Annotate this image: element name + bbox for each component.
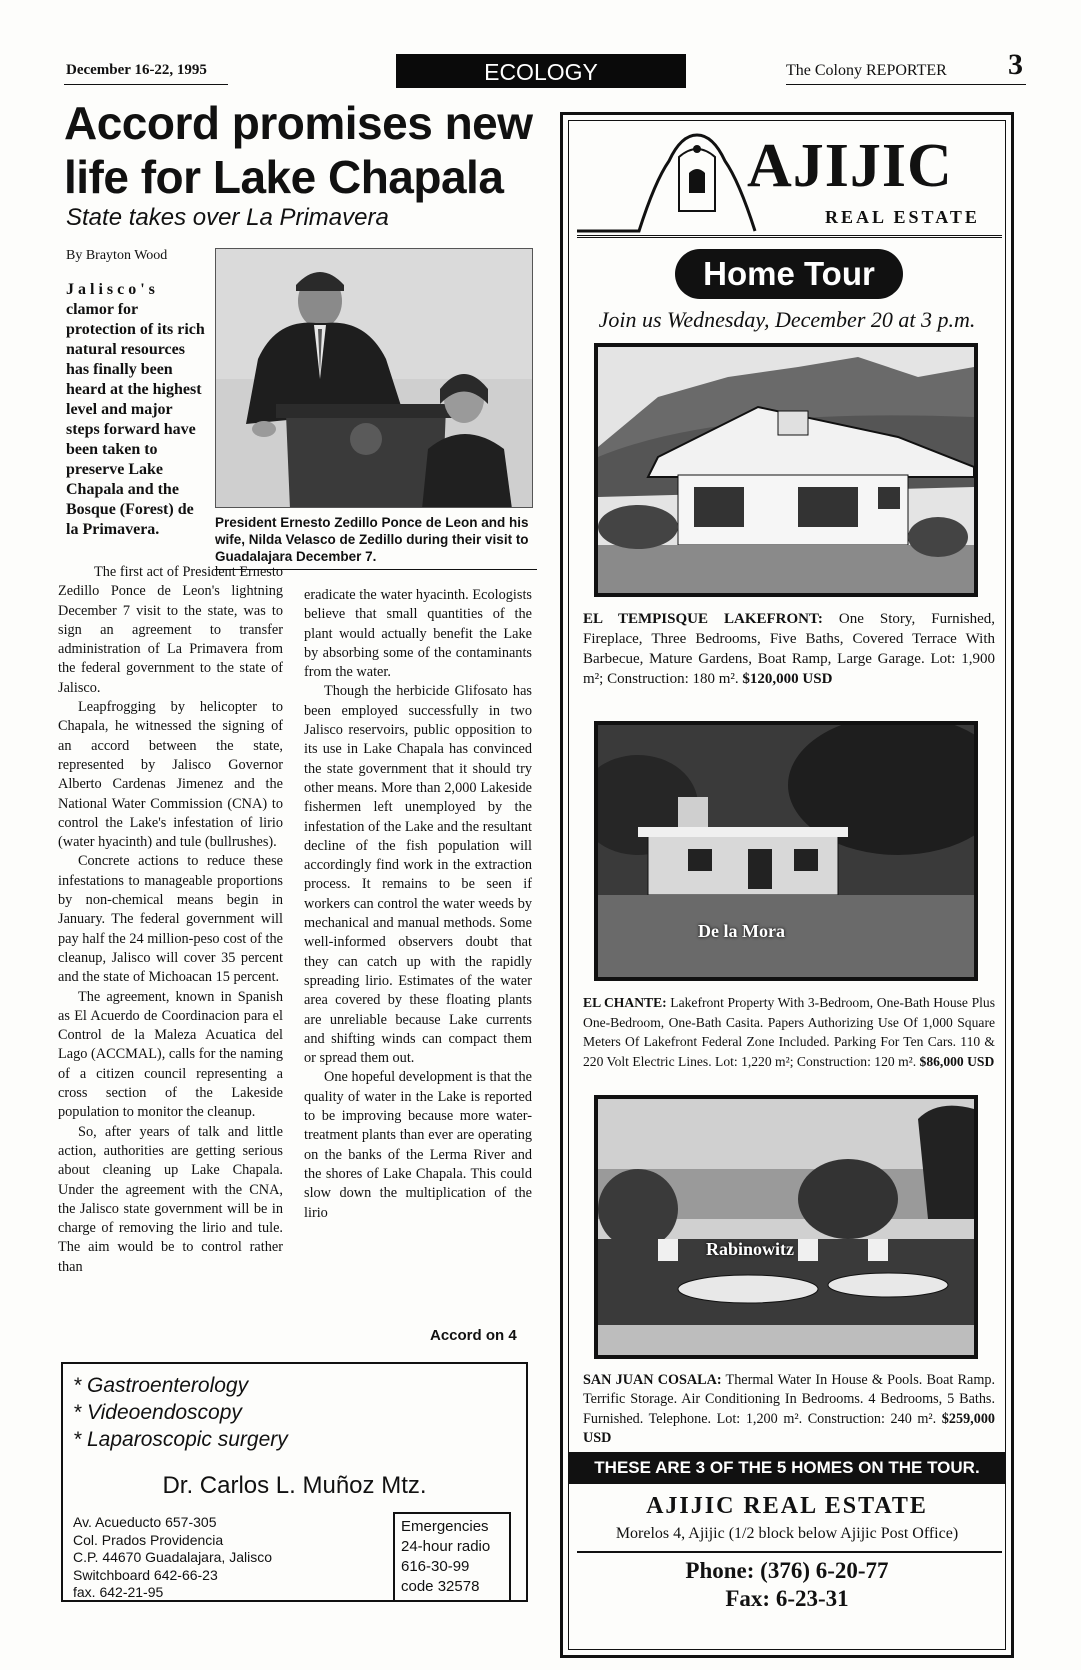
agency-phone: Phone: (376) 6-20-77 — [685, 1558, 889, 1583]
listing-name: EL TEMPISQUE LAKEFRONT: — [583, 611, 823, 627]
listing-photo-tempisque — [594, 343, 978, 597]
agency-logo-name: AJIJIC — [747, 132, 953, 200]
issue-date: December 16-22, 1995 — [66, 62, 207, 78]
tour-banner: THESE ARE 3 OF THE 5 HOMES ON THE TOUR. — [569, 1452, 1005, 1484]
president-photo-illustration — [216, 249, 533, 508]
doctor-name: Dr. Carlos L. Muñoz Mtz. — [162, 1472, 427, 1499]
emergency-line: Emergencies — [401, 1518, 489, 1535]
tour-date: Join us Wednesday, December 20 at 3 p.m. — [598, 307, 976, 332]
president-photo — [215, 248, 533, 508]
real-estate-ad — [560, 112, 1014, 1658]
byline: By Brayton Wood — [66, 248, 168, 263]
listing-description — [583, 1371, 995, 1448]
listing-name: SAN JUAN COSALA: — [583, 1372, 722, 1388]
listing-price: $86,000 USD — [919, 1053, 995, 1069]
paragraph: One hopeful development is that the quality of water in the Lake is reported to be improving because more water-treatment plants than ever are operating on the banks of the Lerma River and the shores of Lake Chapala. This could slow down the multiplication of the lirio — [304, 1069, 532, 1221]
house-illustration — [598, 347, 974, 593]
service-item: * Gastroenterology — [73, 1374, 249, 1397]
paper-name: The Colony REPORTER — [786, 62, 947, 79]
agency-fax: Fax: 6-23-31 — [725, 1586, 849, 1611]
address-line: Col. Prados Providencia — [73, 1531, 224, 1548]
pool-illustration — [598, 1099, 974, 1355]
address-line: Switchboard 642-66-23 — [73, 1566, 218, 1583]
emergency-box — [393, 1512, 511, 1602]
section-banner: ECOLOGY — [396, 54, 686, 88]
listing-details: Thermal Water In House & Pools. Boat Ramp. Terrific Storage. Air Conditioning In Bedrooms. 4 Bedrooms, 5 Baths. Furnished. Telephone. Lot: 1,200 m². Construction: 240 m². — [583, 1372, 995, 1427]
address-line: C.P. 44670 Guadalajara, Jalisco — [73, 1549, 272, 1565]
ad-inner-frame — [568, 120, 1006, 1650]
page-number: 3 — [1008, 48, 1023, 81]
emergency-line: 616-30-99 — [401, 1558, 470, 1575]
listing-description — [583, 609, 995, 689]
listing-price: $120,000 USD — [742, 671, 833, 687]
lede-paragraph: Jalisco's clamor for protection of its rich natural resources has finally been heard at the highest level and major steps forward have been taken to preserve Lake Chapala and the Bosque (Forest) de la Primavera. — [66, 281, 205, 538]
article-column-1 — [58, 563, 283, 1277]
doctor-address — [73, 1514, 272, 1602]
paragraph: So, after years of talk and little action, authorities are getting serious about cleaning up Lake Chapala. Under the agreement with the CNA, the Jalisco state government will be in charge of removing the lirio and tule. The aim would be to control rather than — [58, 1123, 283, 1275]
address-line: fax. 642-21-95 — [73, 1584, 164, 1600]
date-rule — [64, 84, 228, 85]
deck: State takes over La Primavera — [66, 204, 389, 231]
listing-details: Lakefront Property With 3-Bedroom, One-Bath House Plus One-Bedroom, One-Bath Casita. Papers Authorizing Use Of 1,000 Square Meters Of Lakefront Federal Zone Included. Parking For Ten Cars. 110 & 220 Volt Electric Lines. Lot: 1,220 m²; Construction: 120 m². — [583, 995, 995, 1069]
agency-footer-name: AJIJIC REAL ESTATE — [646, 1493, 928, 1519]
agency-contact — [569, 1557, 1005, 1613]
footer-rule — [577, 1551, 1002, 1553]
masthead — [64, 48, 1026, 88]
paragraph: The agreement, known in Spanish as El Acuerdo de Coordinacion para el Control de la Maleza Acuatica del Lago (ACCMAL), calls for the naming of a citizen council representing a cross section of the Lakeside population to monitor the cleanup. — [58, 988, 283, 1121]
agency-logo — [569, 121, 1005, 243]
paragraph: Though the herbicide Glifosato has been employed successfully in two Jalisco reservoirs, public opposition to its use in Lake Chapala has convinced the state government that it should try other means. More than 2,000 Lakeside fishermen left unemployed by the infestation of the Lake and the resultant decline of the fish population will accordingly find work in the extraction process. It remains to be seen if workers can control the water weeds by mechanical and manual methods. Some well-informed observers doubt that they can catch up with the rapidly spreading lirio. Estimates of the water area covered by these floating plants are unreliable because Lake currents and shifting winds can compact them or spread them out. — [304, 683, 532, 1067]
service-item: * Videoendoscopy — [73, 1401, 242, 1424]
listing-name: EL CHANTE: — [583, 995, 667, 1010]
listing-photo-chante — [594, 721, 978, 981]
photographer-credit: De la Mora — [698, 921, 785, 941]
photographer-credit: Rabinowitz — [706, 1239, 795, 1259]
logo-rule — [577, 235, 1002, 238]
listing-photo-cosala — [594, 1095, 978, 1359]
paragraph: Concrete actions to reduce these infestations to manageable proportions by non-chemical means begin in January. The federal government will pay half the 24 million-peso cost of the cleanup, Jalisco will cover 35 percent and the state of Michoacan 15 percent. — [58, 853, 283, 986]
doctor-services — [73, 1372, 288, 1453]
paragraph: eradicate the water hyacinth. Ecologists believe that small quantities of the plant would actually benefit the Lake by absorbing some of the contaminants from the water. — [304, 587, 532, 681]
listing-description — [583, 993, 995, 1071]
emergency-line: 24-hour radio — [401, 1538, 491, 1555]
doctor-ad — [61, 1362, 528, 1602]
service-item: * Laparoscopic surgery — [73, 1428, 288, 1451]
listing-details: One Story, Furnished, Fireplace, Three Bedrooms, Five Baths, Covered Terrace With Barbecue, Mature Gardens, Boat Ramp, Large Garage. Lot: 1,900 m²; Construction: 180 m². — [583, 611, 995, 687]
paper-rule — [786, 84, 1026, 85]
home-tour-badge: Home Tour — [675, 249, 903, 299]
headline: Accord promises new life for Lake Chapala — [64, 97, 533, 203]
address-line: Av. Acueducto 657-305 — [73, 1514, 217, 1530]
jump-line: Accord on 4 — [430, 1327, 517, 1344]
listing-price: $259,000 USD — [583, 1410, 995, 1446]
paragraph: The first act of President Ernesto Zedillo Ponce de Leon's lightning December 7 visit to the state, was to sign an agreement to transfer administration of La Primavera from the federal government to the state of Jalisco. — [58, 564, 283, 696]
paragraph: Leapfrogging by helicopter to Chapala, he witnessed the signing of an accord between the state, represented by Jalisco Governor Alberto Cardenas Jimenez and the National Water Commission (CNA) to control the Lake's infestation of lirio (water hyacinth) and tule (bullrushes). — [58, 699, 283, 851]
house-illustration — [598, 725, 974, 977]
agency-logo-sub: REAL ESTATE — [825, 207, 980, 227]
photo-caption: President Ernesto Zedillo Ponce de Leon and his wife, Nilda Velasco de Zedillo during their visit to Guadalajara December 7. — [215, 514, 537, 570]
emergency-line: code 32578 — [401, 1578, 480, 1595]
article-column-2 — [304, 586, 532, 1223]
agency-address: Morelos 4, Ajijic (1/2 block below Ajijic Post Office) — [615, 1525, 959, 1542]
